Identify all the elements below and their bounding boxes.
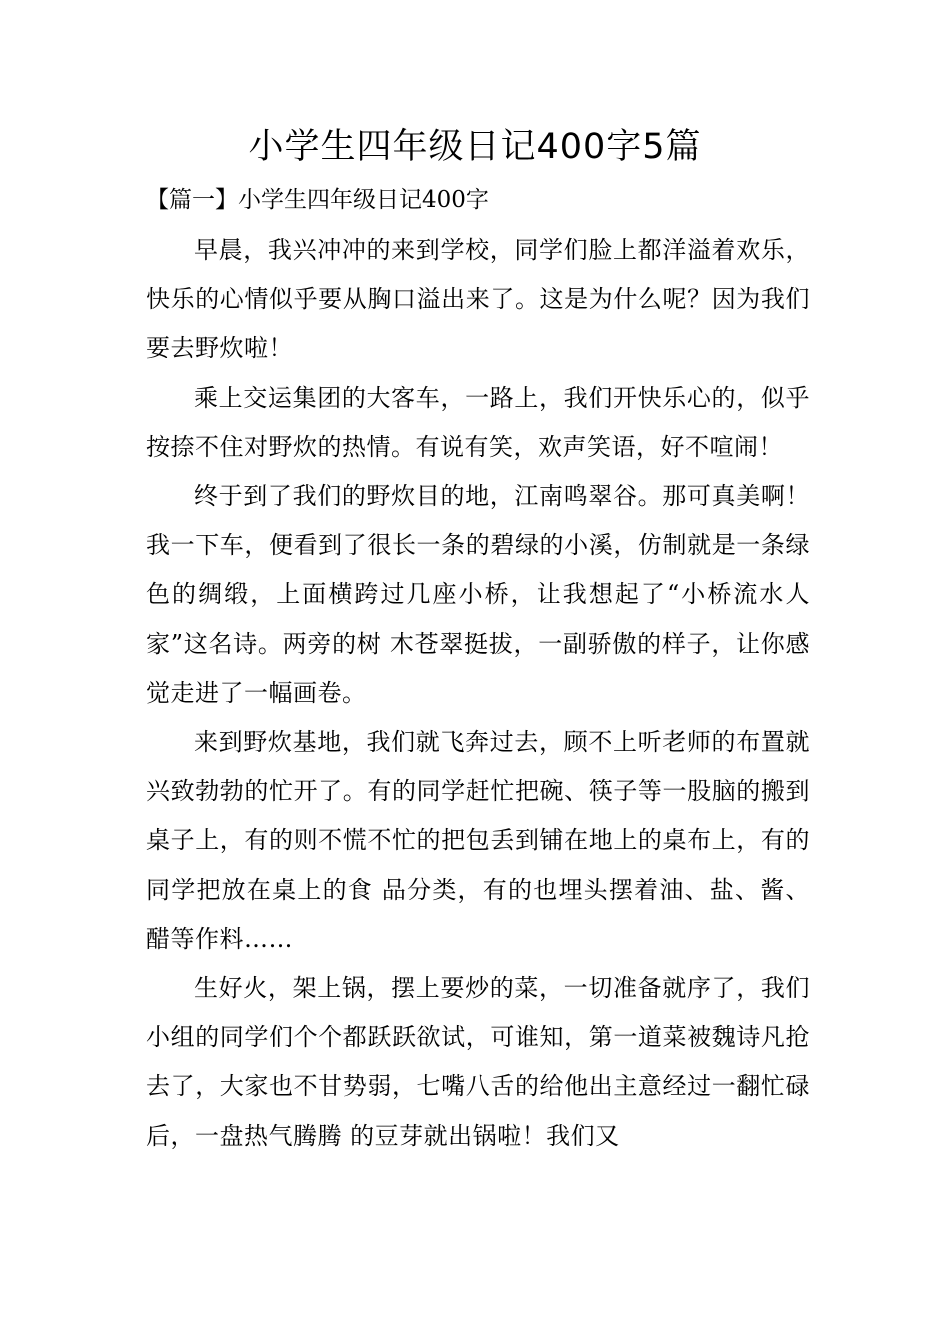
paragraph-1: 早晨，我兴冲冲的来到学校，同学们脸上都洋溢着欢乐，快乐的心情似乎要从胸口溢出来了。这是为什么呢？因为我们要去野炊啦！: [146, 236, 810, 363]
paragraph-5: 生好火，架上锅，摆上要炒的菜，一切准备就序了，我们小组的同学们个个都跃跃欲试，可谁知，第一道菜被魏诗凡抢去了，大家也不甘势弱，七嘴八舌的给他出主意经过一翻忙碌后，一盘热气腾腾 的豆芽就出锅啦！我们又: [146, 974, 810, 1150]
paragraph-4: 来到野炊基地，我们就飞奔过去，顾不上听老师的布置就兴致勃勃的忙开了。有的同学赶忙把碗、筷子等一股脑的搬到桌子上，有的则不慌不忙的把包丢到铺在地上的桌布上，有的同学把放在桌上的食 品分类，有的也埋头摆着油、盐、酱、醋等作料……: [146, 728, 810, 953]
document-title: 小学生四年级日记400字5篇: [248, 127, 702, 167]
section-heading: 【篇一】小学生四年级日记400字: [146, 187, 489, 213]
document-body: [146, 226, 810, 1161]
paragraph-3: 终于到了我们的野炊目的地，江南鸣翠谷。那可真美啊！我一下车，便看到了很长一条的碧绿的小溪，仿制就是一条绿色的绸缎，上面横跨过几座小桥，让我想起了“小桥流水人家”这名诗。两旁的树 木苍翠挺拔，一副骄傲的样子，让你感觉走进了一幅画卷。: [146, 482, 810, 707]
paragraph-2: 乘上交运集团的大客车，一路上，我们开快乐心的，似乎按捺不住对野炊的热情。有说有笑，欢声笑语，好不喧闹！: [146, 383, 810, 461]
